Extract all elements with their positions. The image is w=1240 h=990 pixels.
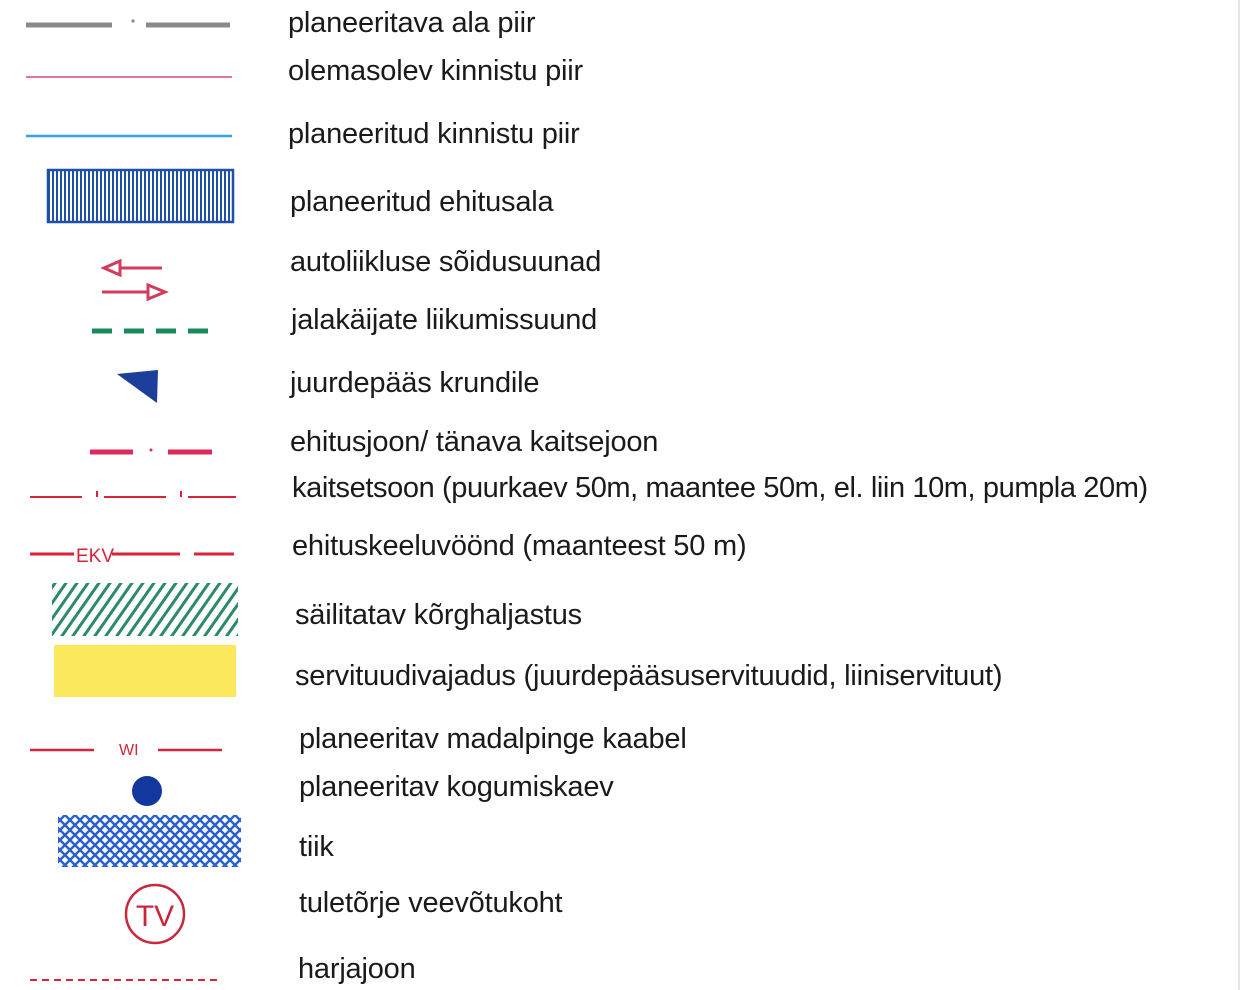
legend-label-existing-property-boundary: olemasolev kinnistu piir: [288, 55, 583, 87]
planned-area-boundary-icon: [26, 19, 230, 25]
svg-text:EKV: EKV: [76, 546, 115, 567]
building-line-icon: [90, 449, 212, 453]
legend-label-protection-zone: kaitsetsoon (puurkaev 50m, maantee 50m, el. liin 10m, pumpla 20m): [292, 472, 1148, 504]
legend-label-planned-building-area: planeeritud ehitusala: [290, 186, 554, 218]
collection-well-icon: [132, 776, 162, 806]
legend-label-preserved-tall-vegetation: säilitatav kõrghaljastus: [295, 599, 582, 631]
legend-label-fire-water-point: tuletõrje veevõtukoht: [299, 887, 563, 919]
building-prohibition-zone-icon: [30, 546, 234, 567]
legend-label-planned-low-voltage-cable: planeeritav madalpinge kaabel: [299, 723, 687, 755]
servitude-area-icon: [54, 645, 236, 697]
fire-water-point-icon: [126, 885, 184, 943]
plot-access-icon: [117, 370, 158, 403]
legend-label-pedestrian-movement-direction: jalakäijate liikumissuund: [291, 304, 598, 336]
traffic-direction-arrows-icon: [102, 261, 165, 299]
legend-label-ridge-line: harjajoon: [298, 953, 416, 985]
legend-label-vehicle-traffic-directions: autoliikluse sõidusuunad: [290, 246, 602, 278]
preserved-vegetation-icon: [52, 583, 238, 636]
protection-zone-icon: [30, 491, 236, 497]
legend-label-planned-area-boundary: planeeritava ala piir: [288, 7, 536, 39]
legend-label-plot-access: juurdepääs krundile: [290, 367, 540, 399]
legend-label-building-line: ehitusjoon/ tänava kaitsejoon: [290, 426, 659, 458]
legend-label-planned-property-boundary: planeeritud kinnistu piir: [288, 118, 580, 150]
svg-text:TV: TV: [135, 900, 175, 933]
legend-label-building-prohibition-zone: ehituskeeluvöönd (maanteest 50 m): [292, 530, 747, 562]
low-voltage-cable-icon: [30, 742, 222, 759]
svg-text:WI: WI: [119, 742, 139, 759]
pond-icon: [58, 815, 241, 867]
legend-label-planned-collection-well: planeeritav kogumiskaev: [299, 771, 614, 803]
legend-label-pond: tiik: [299, 831, 334, 863]
planned-building-area-icon: [48, 170, 233, 222]
legend-label-servitude-need: servituudivajadus (juurdepääsuservituudid, liiniservituut): [295, 660, 1003, 692]
